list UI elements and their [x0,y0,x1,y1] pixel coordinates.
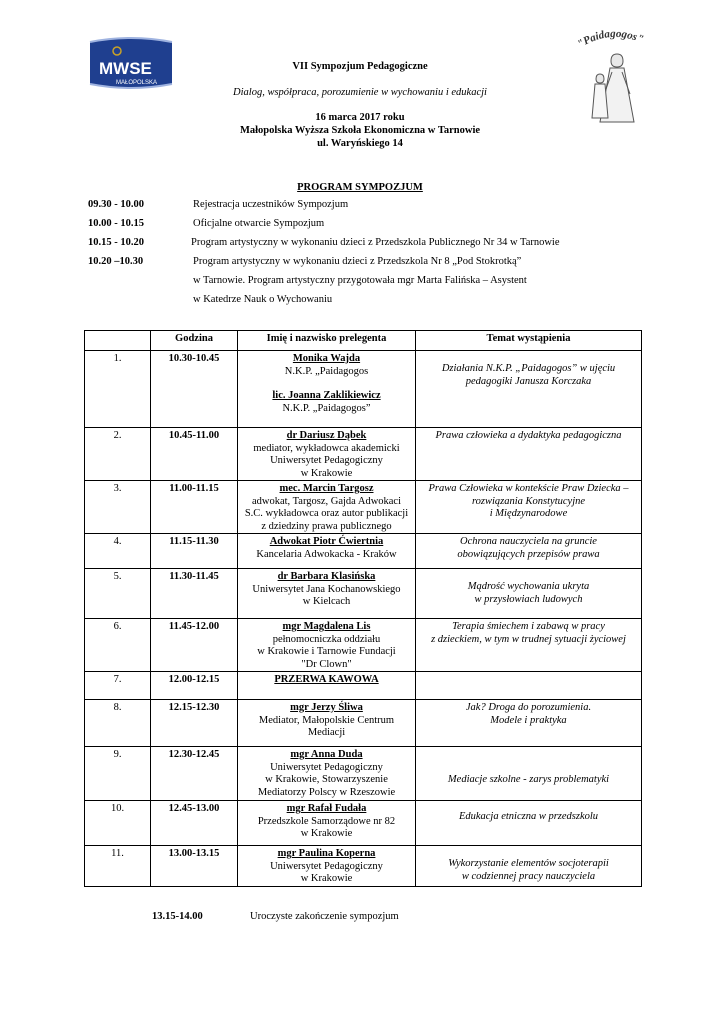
speaker-affiliation: N.K.P. „Paidagogos” [282,402,371,414]
school-address: ul. Waryńskiego 14 [317,138,403,149]
table-row [85,619,642,672]
paidagogos-logo-text: "Paidagogos" [575,27,646,51]
speaker-affiliation: pełnomocniczka oddziału [272,633,381,645]
topic-line: Prawa człowieka a dydaktyka pedagogiczna [435,430,622,441]
table-row [85,569,642,619]
program-title: PROGRAM SYMPOZJUM [297,182,423,193]
row-time: 12.15-12.30 [151,700,238,747]
row-speaker [238,672,416,700]
speaker-affiliation: z dziedziny prawa publicznego [261,520,392,532]
closing-description: Uroczyste zakończenie sympozjum [250,911,399,922]
topic-line: Mediacje szkolne - zarys problematyki [447,774,610,785]
agenda-description: w Katedrze Nauk o Wychowaniu [193,294,333,305]
speaker-affiliation: Uniwersytet Pedagogiczny [270,761,383,773]
speaker-name: dr Barbara Klasińska [277,571,376,582]
row-number: 6. [85,619,151,672]
speaker-name: lic. Joanna Zaklikiewicz [272,390,381,401]
speaker-affiliation: Przedszkole Samorządowe nr 82 [257,815,396,827]
row-topic [416,619,642,672]
table-row [85,428,642,481]
speaker-name: mgr Magdalena Lis [282,621,371,632]
row-speaker [238,428,416,481]
table-row [85,481,642,534]
row-topic [416,846,642,887]
agenda-time: 10.15 - 10.20 [88,237,144,248]
table-row [85,801,642,846]
row-time: 12.30-12.45 [151,747,238,801]
row-topic [416,534,642,569]
table-row [85,700,642,747]
row-speaker [238,481,416,534]
table-row [85,534,642,569]
header-time: Godzina [151,331,238,351]
agenda-description: w Tarnowie. Program artystyczny przygotowała mgr Marta Falińska – Asystent [193,275,527,286]
row-number: 10. [85,801,151,846]
speaker-affiliation: adwokat, Targosz, Gajda Adwokaci [251,495,402,507]
topic-line: w przysłowiach ludowych [474,593,583,605]
row-number: 2. [85,428,151,481]
speaker-affiliation: Mediator, Małopolskie Centrum [258,714,395,726]
row-speaker [238,700,416,747]
row-number: 5. [85,569,151,619]
speaker-affiliation: "Dr Clown" [301,658,352,670]
speaker-name: Monika Wajda [292,353,361,364]
program-table [84,330,642,887]
row-time: 11.45-12.00 [151,619,238,672]
row-number: 9. [85,747,151,801]
row-number: 8. [85,700,151,747]
row-speaker [238,534,416,569]
symposium-title: VII Sympozjum Pedagogiczne [292,61,428,72]
speaker-name: mgr Anna Duda [290,749,363,760]
agenda-time: 09.30 - 10.00 [88,199,144,210]
speaker-name: mgr Jerzy Śliwa [290,702,363,713]
row-time: 13.00-13.15 [151,846,238,887]
speaker-affiliation: N.K.P. „Paidagogos [284,365,369,377]
row-topic [416,351,642,428]
topic-line: Edukacja etniczna w przedszkolu [458,811,599,822]
topic-line: rozwiązania Konstytucyjne [471,495,586,507]
symposium-subtitle: Dialog, współpraca, porozumienie w wychowaniu i edukacji [233,87,487,98]
symposium-date: 16 marca 2017 roku [315,112,405,123]
topic-line: w codziennej pracy nauczyciela [461,870,596,882]
speaker-name: mec. Marcin Targosz [279,483,374,494]
topic-line: pedagogiki Janusza Korczaka [465,375,592,387]
row-time: 11.15-11.30 [151,534,238,569]
speaker-affiliation: w Krakowie [300,828,353,839]
speaker-affiliation: Mediatorzy Polscy w Rzeszowie [257,786,396,798]
table-header-row [85,331,642,351]
topic-line: i Międzynarodowe [489,508,568,519]
agenda-description: Program artystyczny w wykonaniu dzieci z Przedszkola Publicznego Nr 34 w Tarnowie [191,237,560,248]
agenda-time: 10.00 - 10.15 [88,218,144,229]
row-speaker [238,846,416,887]
speaker-affiliation: w Kielcach [302,596,351,607]
speaker-affiliation: Uniwersytet Jana Kochanowskiego [252,583,401,595]
row-time: 10.45-11.00 [151,428,238,481]
speaker-affiliation: Mediacji [307,727,346,738]
speaker-affiliation: mediator, wykładowca akademicki [253,442,400,454]
row-speaker [238,801,416,846]
row-topic [416,672,642,700]
speaker-name: dr Dariusz Dąbek [286,430,367,441]
topic-line: Jak? Droga do porozumienia. [465,702,592,713]
header-topic: Temat wystąpienia [416,331,642,351]
agenda-description: Program artystyczny w wykonaniu dzieci z Przedszkola Nr 8 „Pod Stokrotką” [193,256,522,267]
table-row [85,747,642,801]
speaker-name: mgr Paulina Koperna [277,848,376,859]
row-number: 11. [85,846,151,887]
row-number: 4. [85,534,151,569]
topic-line: z dzieckiem, w tym w trudnej sytuacji życiowej [431,633,626,645]
school-name: Małopolska Wyższa Szkoła Ekonomiczna w Tarnowie [239,125,481,136]
row-number: 3. [85,481,151,534]
header-speaker: Imię i nazwisko prelegenta [238,331,416,351]
logo-subtext: MAŁOPOLSKA [116,80,158,86]
speaker-affiliation: w Krakowie [300,467,353,479]
topic-line: Mądrość wychowania ukryta [467,581,590,592]
logo-text: MWSE [99,59,152,78]
agenda-time: 10.20 –10.30 [88,256,144,267]
speaker-affiliation: w Krakowie [300,873,353,884]
speaker-name: Adwokat Piotr Ćwiertnia [269,536,384,547]
agenda-description: Rejestracja uczestników Sympozjum [193,199,349,210]
closing-time: 13.15-14.00 [152,911,203,922]
agenda-description: Oficjalne otwarcie Sympozjum [193,218,325,229]
header-number [85,331,151,351]
row-number: 1. [85,351,151,428]
row-speaker [238,619,416,672]
row-time: 11.30-11.45 [151,569,238,619]
speaker-affiliation: Uniwersytet Pedagogiczny [270,860,383,872]
row-topic [416,428,642,481]
speaker-name: mgr Rafał Fudała [286,803,367,814]
topic-line: Ochrona nauczyciela na gruncie [460,536,597,547]
topic-line: Wykorzystanie elementów socjoterapii [448,858,609,869]
row-speaker [238,569,416,619]
table-row [85,672,642,700]
row-time: 12.45-13.00 [151,801,238,846]
speaker-affiliation: Kancelaria Adwokacka - Kraków [256,548,397,560]
speaker-affiliation: Uniwersytet Pedagogiczny [270,455,383,466]
row-topic [416,481,642,534]
row-topic [416,700,642,747]
topic-line: Modele i praktyka [490,714,567,726]
speaker-affiliation: w Krakowie, Stowarzyszenie [265,774,388,785]
row-time: 11.00-11.15 [151,481,238,534]
row-number: 7. [85,672,151,700]
speaker-affiliation: w Krakowie i Tarnowie Fundacji [257,646,396,657]
speaker-affiliation: S.C. wykładowca oraz autor publikacji [244,508,409,519]
row-topic [416,801,642,846]
row-topic [416,569,642,619]
topic-line: Działania N.K.P. „Paidagogos” w ujęciu [441,363,616,374]
row-topic [416,747,642,801]
topic-line: obowiązujących przepisów prawa [457,548,600,560]
table-row [85,351,642,428]
table-row [85,846,642,887]
row-speaker [238,747,416,801]
paidagogos-logo [572,22,662,127]
row-speaker [238,351,416,428]
speaker-gap [241,378,412,390]
row-time: 12.00-12.15 [151,672,238,700]
row-time: 10.30-10.45 [151,351,238,428]
speaker-name: PRZERWA KAWOWA [274,674,379,685]
topic-line: Terapia śmiechem i zabawą w pracy [452,621,605,632]
topic-line: Prawa Człowieka w kontekście Praw Dziecka – [428,483,629,494]
